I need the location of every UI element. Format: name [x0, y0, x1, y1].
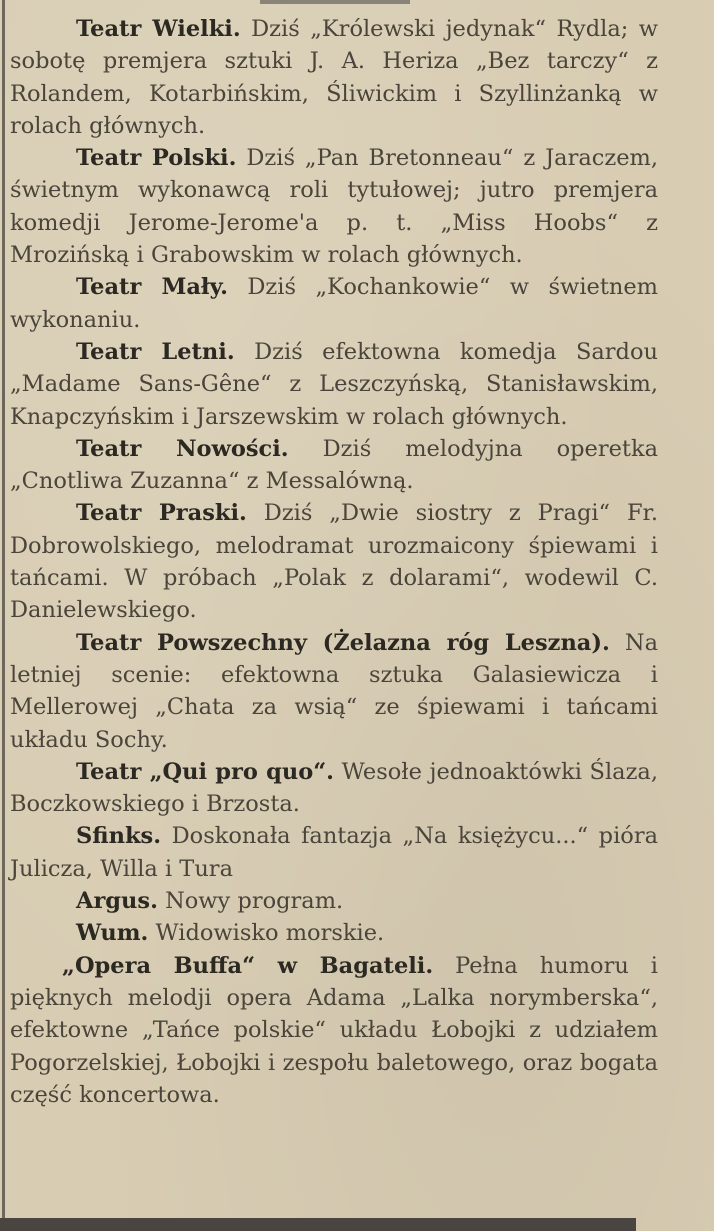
- bottom-separator-rule: [0, 1218, 636, 1231]
- listing-teatr-praski: [10, 497, 658, 626]
- listing-name: Sfinks.: [76, 823, 162, 850]
- listing-teatr-letni: [10, 336, 658, 433]
- listing-name: Teatr Praski.: [76, 500, 247, 527]
- listing-teatr-qui-pro-quo: [10, 756, 658, 821]
- listing-name: „Opera Buffa“ w Bagateli.: [62, 952, 434, 979]
- listing-text: Doskonała fantazja „Na księżycu...“ pióra Julicza, Willa i Tura: [10, 823, 658, 882]
- listing-text: Wesołe jednoaktówki Ślaza, Boczkowskiego i Brzosta.: [10, 758, 658, 818]
- listing-teatr-wielki: [10, 13, 658, 142]
- listing-name: Teatr Letni.: [76, 338, 235, 365]
- listing-sfinks: [10, 820, 658, 885]
- listing-teatr-maly: [10, 271, 658, 336]
- listing-text: Na letniej scenie: efektowna sztuka Galasiewicza i Mellerowej „Chata za wsią“ ze śpiewami i tańcami układu Sochy.: [10, 629, 658, 753]
- listing-name: Teatr Nowości.: [76, 435, 289, 462]
- listing-name: Wum.: [76, 920, 149, 947]
- listing-text: Dziś melodyjna operetka „Cnotliwa Zuzanna“ z Messalówną.: [10, 435, 658, 495]
- listing-text: Dziś efektowna komedja Sardou „Madame Sans-Gêne“ z Leszczyńską, Stanisławskim, Knapczyńskim i Jarszewskim w rolach głównych.: [10, 338, 659, 430]
- listing-argus: [10, 885, 658, 917]
- listing-text: Dziś „Dwie siostry z Pragi“ Fr. Dobrowolskiego, melodramat urozmaicony śpiewami i tańcami. W próbach „Polak z dolarami“, wodewil C. Danielewskiego.: [10, 500, 658, 624]
- listing-text: Widowisko morskie.: [155, 920, 385, 947]
- listing-name: Teatr Polski.: [76, 145, 237, 172]
- listing-teatr-nowosci: [10, 433, 658, 498]
- listing-name: Teatr Mały.: [76, 274, 228, 301]
- listing-name: Argus.: [76, 888, 158, 915]
- listing-text: Nowy program.: [165, 888, 344, 915]
- top-fragment-rule: [260, 0, 410, 4]
- theatre-listings-column: [10, 13, 658, 1111]
- listing-text: Dziś „Kochankowie“ w świetnem wykonaniu.: [10, 274, 659, 333]
- listing-name: Teatr „Qui pro quo“.: [76, 758, 335, 785]
- listing-text: Pełna humoru i pięknych melodji opera Adama „Lalka norymberska“, efektowne „Tańce polskie“ układu Łobojki z udziałem Pogorzelskiej, Łobojki i zespołu baletowego, oraz bogata część koncertowa.: [10, 952, 658, 1108]
- listing-teatr-powszechny: [10, 627, 658, 756]
- listing-name: Teatr Wielki.: [76, 16, 241, 42]
- listing-text: Dziś „Królewski jedynak“ Rydla; w sobotę premjera sztuki J. A. Heriza „Bez tarczy“ z Rolandem, Kotarbińskim, Śliwickim i Szyllinżanką w rolach głównych.: [10, 16, 659, 139]
- column-border-rule: [2, 0, 5, 1231]
- listing-text: Dziś „Pan Bretonneau“ z Jaraczem, świetnym wykonawcą roli tytułowej; jutro premjera komedji Jerome-Jerome'a p. t. „Miss Hoobs“ z Mrozińską i Grabowskim w rolach głównych.: [10, 145, 658, 269]
- listing-opera-buffa: [10, 950, 658, 1111]
- listing-name: Teatr Powszechny (Żelazna róg Leszna).: [76, 629, 610, 656]
- listing-teatr-polski: [10, 142, 658, 271]
- listing-wum: [10, 917, 658, 949]
